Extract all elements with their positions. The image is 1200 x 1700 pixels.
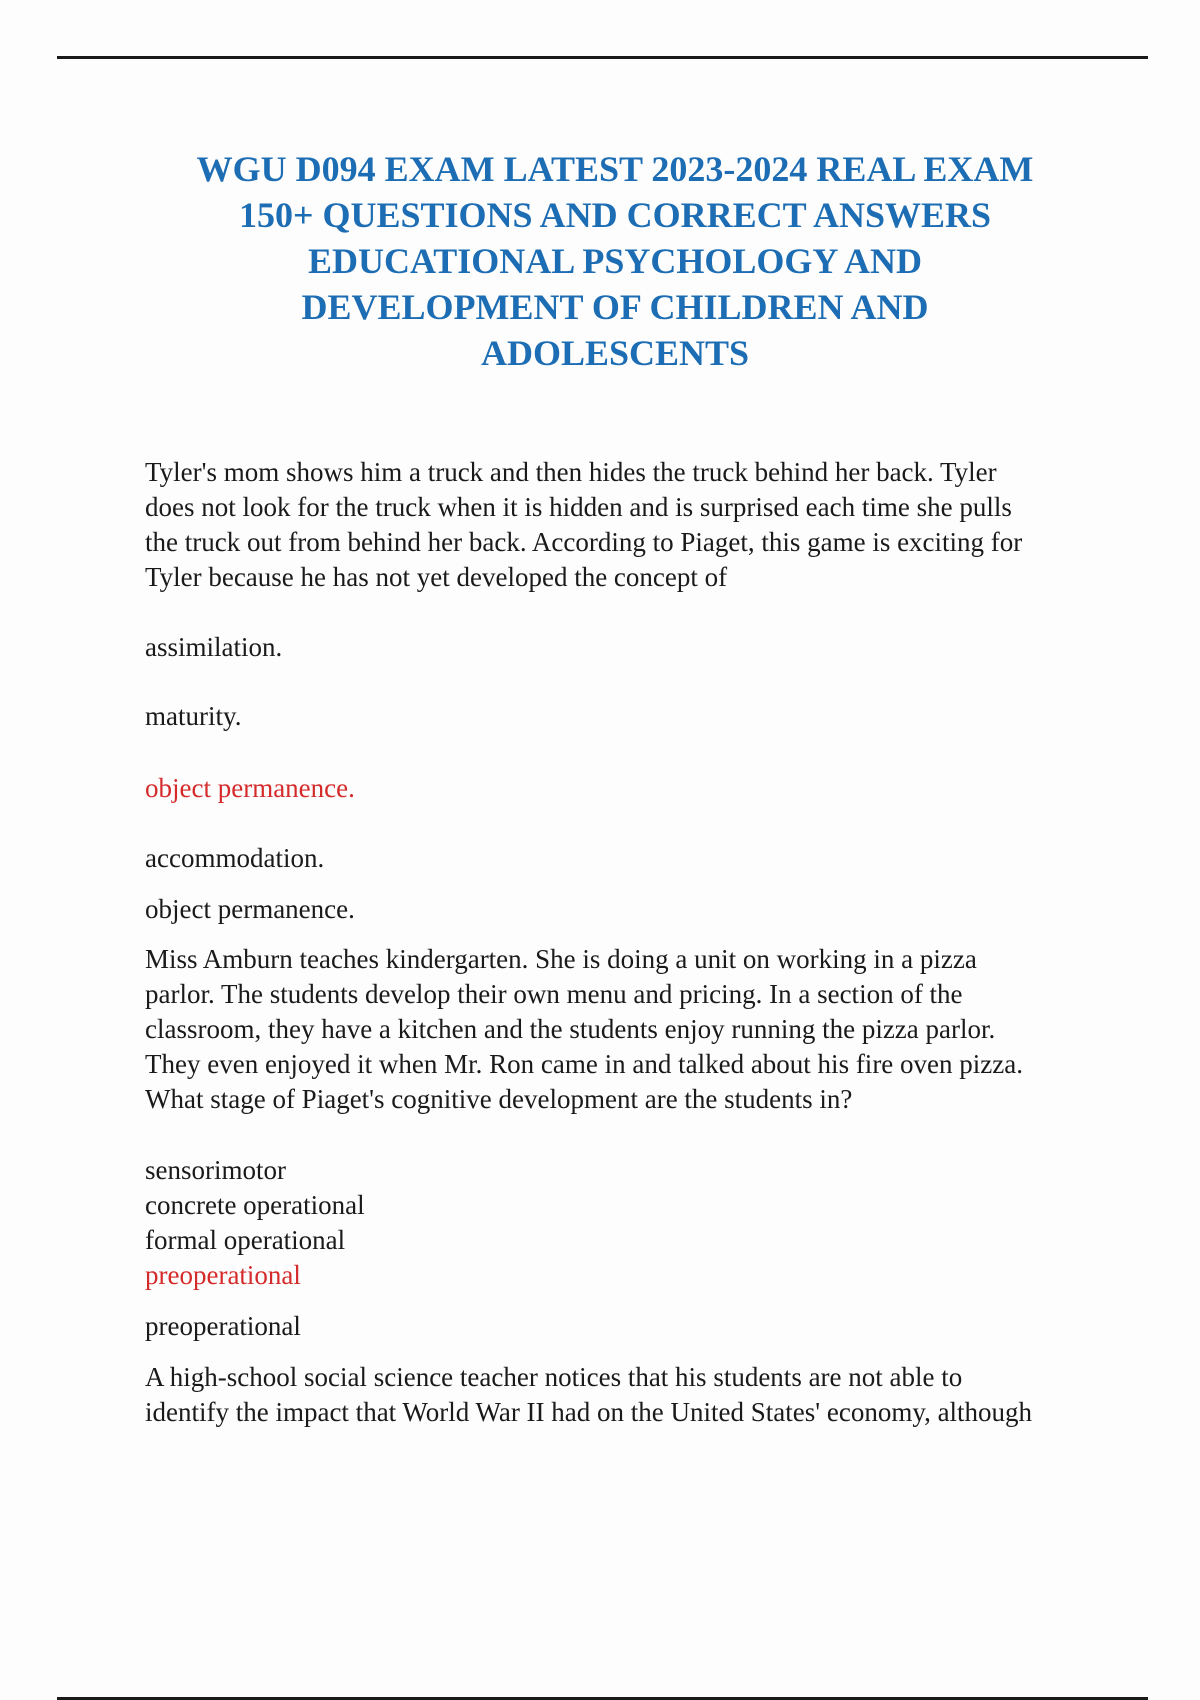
options-list — [145, 1153, 365, 1293]
option: concrete operational — [145, 1190, 365, 1220]
question-line: does not look for the truck when it is hidden and is surprised each time she pulls — [145, 492, 1012, 522]
option-correct: object permanence. — [145, 773, 355, 803]
option-correct: preoperational — [145, 1260, 301, 1290]
document-title — [0, 146, 1200, 376]
question-line: Miss Amburn teaches kindergarten. She is doing a unit on working in a pizza — [145, 944, 977, 974]
question-line: parlor. The students develop their own menu and pricing. In a section of the — [145, 979, 963, 1009]
question-line: What stage of Piaget's cognitive development are the students in? — [145, 1084, 853, 1114]
option: sensorimotor — [145, 1155, 286, 1185]
top-rule — [57, 56, 1148, 59]
answer: object permanence. — [145, 894, 355, 924]
option: assimilation. — [145, 632, 283, 662]
title-line: ADOLESCENTS — [480, 333, 750, 373]
question-3 — [145, 1360, 1032, 1430]
question-line: classroom, they have a kitchen and the students enjoy running the pizza parlor. — [145, 1014, 996, 1044]
question-line: Tyler's mom shows him a truck and then hides the truck behind her back. Tyler — [145, 457, 997, 487]
title-line: DEVELOPMENT OF CHILDREN AND — [301, 287, 929, 327]
option: maturity. — [145, 701, 242, 731]
option: formal operational — [145, 1225, 346, 1255]
question-line: identify the impact that World War II had on the United States' economy, although — [145, 1397, 1033, 1427]
question-2 — [145, 942, 1023, 1117]
question-line: They even enjoyed it when Mr. Ron came in and talked about his fire oven pizza. — [145, 1049, 1023, 1079]
option: accommodation. — [145, 843, 325, 873]
question-line: A high-school social science teacher notices that his students are not able to — [145, 1362, 963, 1392]
title-line: 150+ QUESTIONS AND CORRECT ANSWERS — [238, 195, 992, 235]
question-line: the truck out from behind her back. According to Piaget, this game is exciting for — [145, 527, 1023, 557]
title-line: WGU D094 EXAM LATEST 2023-2024 REAL EXAM — [196, 149, 1034, 189]
question-1 — [145, 455, 1022, 595]
title-line: EDUCATIONAL PSYCHOLOGY AND — [307, 241, 923, 281]
answer: preoperational — [145, 1311, 301, 1341]
question-line: Tyler because he has not yet developed the concept of — [145, 562, 728, 592]
